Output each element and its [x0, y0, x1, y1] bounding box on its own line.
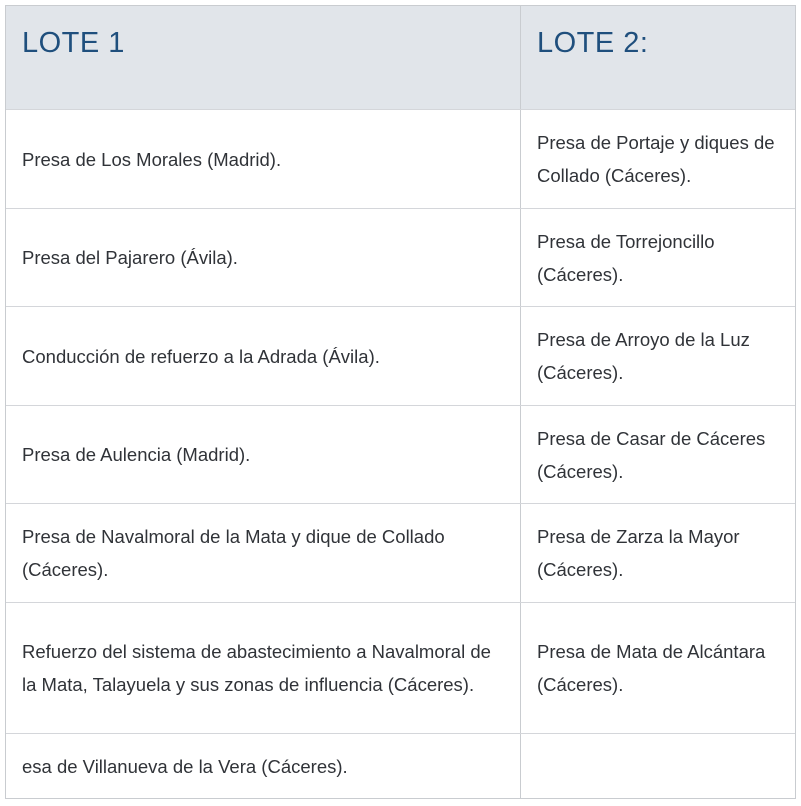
lote-2-cell: Presa de Zarza la Mayor (Cáceres).	[520, 504, 797, 602]
table-row	[6, 733, 795, 798]
lote-1-cell: esa de Villanueva de la Vera (Cáceres).	[22, 755, 348, 777]
lote-2-cell: Presa de Casar de Cáceres (Cáceres).	[520, 406, 797, 503]
lote-2-cell	[520, 734, 797, 798]
lote-1-cell: Presa del Pajarero (Ávila).	[22, 247, 238, 268]
table-row	[6, 602, 795, 733]
table-row	[6, 208, 795, 306]
lots-table	[5, 5, 796, 799]
lote-2-cell: Presa de Mata de Alcántara (Cáceres).	[520, 603, 797, 733]
table-row	[6, 503, 795, 602]
table-row	[6, 109, 795, 208]
lote-2-cell: Presa de Arroyo de la Luz (Cáceres).	[520, 307, 797, 405]
lote-1-cell: Conducción de refuerzo a la Adrada (Ávila).	[22, 345, 380, 367]
table-row	[6, 306, 795, 405]
header-lote-1: LOTE 1	[22, 27, 125, 59]
header-lote-2: LOTE 2:	[520, 6, 797, 109]
lote-2-cell: Presa de Portaje y diques de Collado (Cáceres).	[520, 110, 797, 208]
lote-2-cell: Presa de Torrejoncillo (Cáceres).	[520, 209, 797, 306]
lote-1-cell: Refuerzo del sistema de abastecimiento a Navalmoral de la Mata, Talayuela y sus zonas de influencia (Cáceres).	[22, 641, 491, 695]
lote-1-cell: Presa de Aulencia (Madrid).	[22, 444, 251, 465]
lote-1-cell: Presa de Navalmoral de la Mata y dique de Collado (Cáceres).	[22, 526, 445, 580]
table-row	[6, 405, 795, 503]
lote-1-cell: Presa de Los Morales (Madrid).	[22, 148, 282, 170]
table-header-row	[6, 6, 795, 109]
